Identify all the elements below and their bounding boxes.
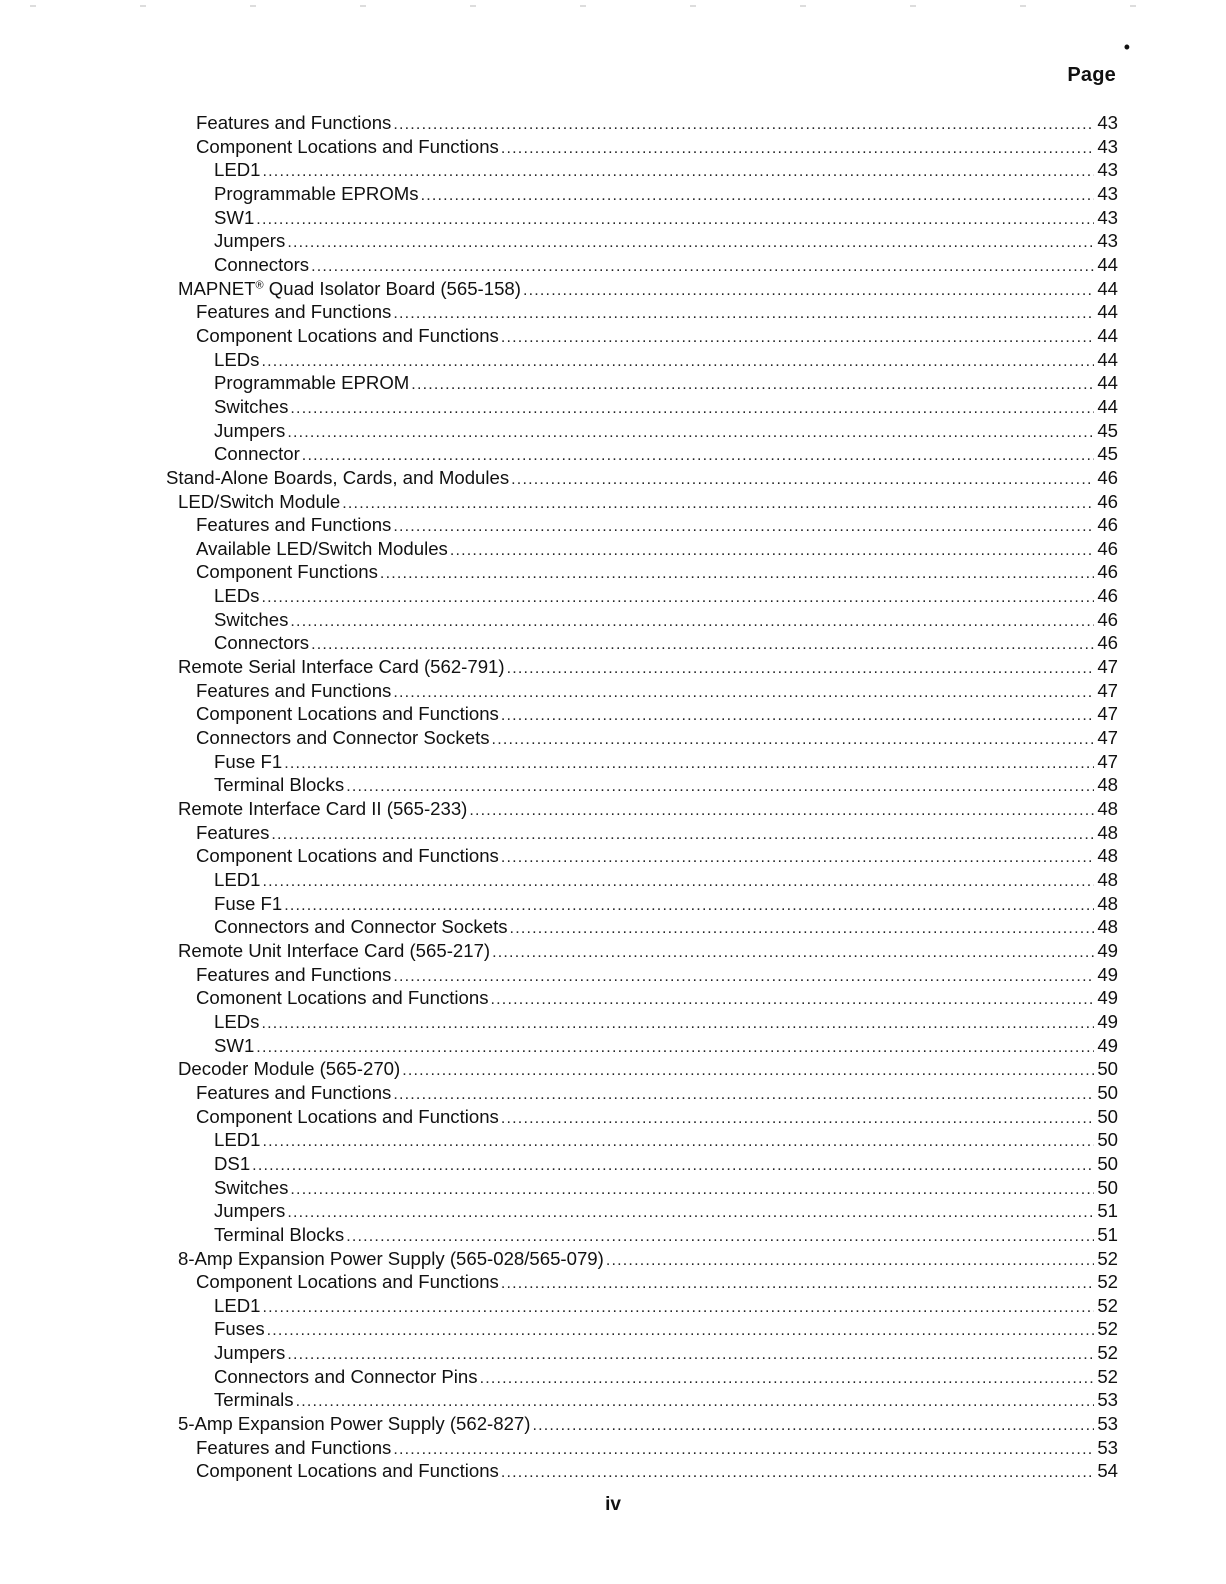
toc-entry-title-text: Connectors xyxy=(214,253,310,275)
toc-entry-title xyxy=(196,963,391,987)
dot-leader xyxy=(501,704,1094,728)
dot-leader xyxy=(290,1178,1094,1202)
toc-entry-title-text: SW1 xyxy=(214,206,255,228)
toc-entry[interactable] xyxy=(0,442,1226,466)
toc-entry-title xyxy=(178,277,521,301)
toc-entry-title-text: LED/Switch Module xyxy=(178,490,341,512)
toc-entry-page: 44 xyxy=(1097,395,1118,417)
dot-leader xyxy=(480,1367,1094,1391)
dot-leader xyxy=(263,870,1094,894)
toc-entry-page: 47 xyxy=(1097,679,1118,701)
toc-entry-title-text: Component Locations and Functions xyxy=(196,135,499,157)
toc-entry-title xyxy=(196,111,391,135)
toc-entry-title-text: Programmable EPROM xyxy=(214,372,410,394)
toc-entry-page: 46 xyxy=(1097,490,1118,512)
toc-entry-page: 46 xyxy=(1097,608,1118,630)
toc-entry[interactable] xyxy=(0,892,1226,916)
toc-entry-title-text: Stand-Alone Boards, Cards, and Modules xyxy=(166,466,510,488)
dot-leader xyxy=(532,1414,1094,1438)
dot-leader xyxy=(346,1225,1094,1249)
toc-entry-title-text: Connectors and Connector Sockets xyxy=(196,727,490,749)
toc-entry-page: 47 xyxy=(1097,703,1118,725)
toc-entry-title xyxy=(196,560,378,584)
toc-entry[interactable] xyxy=(0,702,1226,726)
toc-entry[interactable] xyxy=(0,1247,1226,1271)
toc-entry-title-text: Connectors and Connector Pins xyxy=(214,1365,478,1387)
toc-entry-title xyxy=(178,490,340,514)
toc-entry-title-text: Component Functions xyxy=(196,561,378,583)
toc-entry-title-text: Comonent Locations and Functions xyxy=(196,987,489,1009)
toc-entry[interactable] xyxy=(0,726,1226,750)
toc-entry-title-text: Switches xyxy=(214,608,289,630)
toc-entry-title-text: LED1 xyxy=(214,1294,261,1316)
toc-entry-title-text: Component Locations and Functions xyxy=(196,324,499,346)
dot-leader xyxy=(501,1272,1094,1296)
toc-entry-title-text: Features and Functions xyxy=(196,514,392,536)
toc-entry-page: 52 xyxy=(1097,1342,1118,1364)
dot-leader xyxy=(501,326,1094,350)
dot-leader xyxy=(263,1296,1094,1320)
toc-entry-page: 50 xyxy=(1097,1176,1118,1198)
dot-leader xyxy=(287,1201,1094,1225)
toc-entry-page: 48 xyxy=(1097,821,1118,843)
toc-entry-title-text: 8-Amp Expansion Power Supply (565-028/565-079) xyxy=(178,1247,604,1269)
dot-leader xyxy=(393,1438,1094,1462)
toc-entry[interactable] xyxy=(0,1105,1226,1129)
toc-entry[interactable] xyxy=(0,655,1226,679)
toc-entry-title-text: Terminal Blocks xyxy=(214,1223,345,1245)
toc-entry-page: 50 xyxy=(1097,1129,1118,1151)
toc-entry[interactable] xyxy=(0,490,1226,514)
toc-entry-page: 49 xyxy=(1097,1010,1118,1032)
page-column-header: Page xyxy=(1067,64,1116,86)
toc-entry[interactable] xyxy=(0,466,1226,490)
toc-entry-title xyxy=(214,419,285,443)
toc-entry-title xyxy=(214,1199,285,1223)
toc-entry-title-text: SW1 xyxy=(214,1034,255,1056)
toc-entry-page: 53 xyxy=(1097,1413,1118,1435)
dot-leader xyxy=(393,1083,1094,1107)
dot-leader xyxy=(421,184,1094,208)
dot-leader xyxy=(263,1130,1094,1154)
toc-entry-page: 44 xyxy=(1097,301,1118,323)
toc-entry-title xyxy=(196,1436,391,1460)
toc-entry-page: 48 xyxy=(1097,869,1118,890)
toc-entry[interactable] xyxy=(0,963,1226,987)
toc-entry-title xyxy=(196,821,269,845)
toc-entry-page: 46 xyxy=(1097,514,1118,536)
toc-entry[interactable] xyxy=(0,1270,1226,1294)
toc-entry-title xyxy=(214,750,282,774)
dot-leader xyxy=(267,1319,1094,1343)
toc-entry-title xyxy=(214,584,259,608)
toc-entry-page: 49 xyxy=(1097,939,1118,961)
toc-entry-title xyxy=(214,348,259,372)
toc-entry[interactable] xyxy=(0,1128,1226,1152)
toc-entry-page: 48 xyxy=(1097,774,1118,796)
toc-entry-page: 52 xyxy=(1097,1365,1118,1387)
toc-entry[interactable] xyxy=(0,1034,1226,1058)
toc-entry[interactable] xyxy=(0,1317,1226,1341)
registered-trademark-mark: ® xyxy=(255,279,264,291)
toc-entry-title-rest: Quad Isolator Board (565-158) xyxy=(263,277,521,299)
toc-entry[interactable] xyxy=(0,371,1226,395)
toc-entry-page: 50 xyxy=(1097,1081,1118,1103)
toc-entry[interactable] xyxy=(0,1081,1226,1105)
toc-entry-page: 47 xyxy=(1097,727,1118,749)
dot-leader xyxy=(380,562,1094,586)
toc-entry-page: 50 xyxy=(1097,1152,1118,1174)
toc-entry-title xyxy=(214,182,419,206)
toc-entry-title xyxy=(166,466,509,490)
dot-leader xyxy=(501,1461,1094,1485)
toc-entry-title-text: Jumpers xyxy=(214,1342,286,1364)
toc-entry-title-text: Component Locations and Functions xyxy=(196,1460,499,1482)
toc-entry-title xyxy=(214,1010,259,1034)
dot-leader xyxy=(284,894,1094,918)
toc-entry-title xyxy=(214,631,309,655)
dot-leader xyxy=(261,1012,1094,1036)
dot-leader xyxy=(511,468,1094,492)
toc-entry-title xyxy=(178,655,505,679)
toc-entry-title xyxy=(214,1152,250,1176)
toc-entry-page: 52 xyxy=(1097,1318,1118,1340)
dot-leader xyxy=(287,1343,1094,1367)
toc-entry[interactable] xyxy=(0,1010,1226,1034)
toc-entry-title xyxy=(214,1317,265,1341)
toc-entry-title-text: Fuse F1 xyxy=(214,892,283,914)
toc-entry-page: 47 xyxy=(1097,656,1118,678)
dot-leader xyxy=(342,492,1094,516)
toc-entry-title-text: Component Locations and Functions xyxy=(196,1271,499,1293)
toc-entry-title-text: LEDs xyxy=(214,1010,260,1032)
toc-entry-title xyxy=(196,537,448,561)
dot-leader xyxy=(261,586,1094,610)
toc-entry[interactable] xyxy=(0,915,1226,939)
toc-entry-title-text: LED1 xyxy=(214,869,261,890)
toc-entry-title xyxy=(214,1128,261,1152)
toc-entry-page: 44 xyxy=(1097,253,1118,275)
toc-entry-page: 46 xyxy=(1097,466,1118,488)
toc-entry-page: 48 xyxy=(1097,798,1118,820)
dot-leader xyxy=(450,539,1094,563)
dot-leader xyxy=(290,610,1094,634)
toc-entry-title xyxy=(196,513,391,537)
toc-entry[interactable] xyxy=(0,419,1226,443)
toc-entry-page: 50 xyxy=(1097,1105,1118,1127)
toc-entry-page: 46 xyxy=(1097,561,1118,583)
toc-entry-page: 45 xyxy=(1097,443,1118,465)
toc-entry-title xyxy=(214,915,508,939)
toc-entry[interactable] xyxy=(0,750,1226,774)
toc-entry[interactable] xyxy=(0,537,1226,561)
toc-entry-page: 48 xyxy=(1097,845,1118,867)
toc-entry[interactable] xyxy=(0,135,1226,159)
dot-leader xyxy=(393,302,1094,326)
dot-leader xyxy=(501,1107,1094,1131)
toc-entry-title-text: DS1 xyxy=(214,1152,251,1174)
toc-entry-page: 43 xyxy=(1097,112,1118,133)
toc-entry-title-text: Fuses xyxy=(214,1318,265,1340)
toc-entry-title xyxy=(214,371,409,395)
toc-entry-title-text: Switches xyxy=(214,395,289,417)
toc-entry-page: 43 xyxy=(1097,206,1118,228)
toc-entry-title xyxy=(178,1412,530,1436)
toc-entry-title xyxy=(178,1247,604,1271)
toc-entry-title-text: Component Locations and Functions xyxy=(196,703,499,725)
toc-entry-title xyxy=(196,1081,391,1105)
toc-entry-title xyxy=(214,1341,285,1365)
toc-entry-title xyxy=(196,1459,499,1483)
toc-entry-title-text: Connectors and Connector Sockets xyxy=(214,916,508,938)
toc-entry[interactable] xyxy=(0,182,1226,206)
toc-entry[interactable] xyxy=(0,348,1226,372)
dot-leader xyxy=(402,1059,1094,1083)
toc-entry-title xyxy=(214,868,261,892)
toc-entry[interactable] xyxy=(0,206,1226,230)
toc-entry-page: 49 xyxy=(1097,963,1118,985)
dot-leader xyxy=(296,1390,1094,1414)
dot-leader xyxy=(523,279,1094,303)
toc-entry-page: 53 xyxy=(1097,1436,1118,1458)
toc-entry[interactable] xyxy=(0,844,1226,868)
toc-entry-title xyxy=(214,1365,478,1389)
toc-entry[interactable] xyxy=(0,253,1226,277)
dot-leader xyxy=(606,1249,1094,1273)
toc-entry-page: 46 xyxy=(1097,537,1118,559)
toc-entry-title xyxy=(214,158,261,182)
toc-entry-title-text: Fuse F1 xyxy=(214,750,283,772)
toc-entry-page: 44 xyxy=(1097,372,1118,394)
toc-entry-page: 49 xyxy=(1097,987,1118,1009)
toc-entry-title xyxy=(214,1176,288,1200)
dot-leader xyxy=(469,799,1094,823)
toc-entry-title xyxy=(196,135,499,159)
toc-entry-title xyxy=(214,442,300,466)
toc-entry-title-text: Connectors xyxy=(214,632,310,654)
toc-entry-title-text: Features and Functions xyxy=(196,1436,392,1458)
toc-entry[interactable] xyxy=(0,939,1226,963)
toc-entry-title xyxy=(214,1223,344,1247)
toc-entry-title-text: Remote Interface Card II (565-233) xyxy=(178,798,468,820)
toc-entry-title-text: Component Locations and Functions xyxy=(196,1105,499,1127)
dot-leader xyxy=(263,160,1094,184)
toc-entry[interactable] xyxy=(0,560,1226,584)
toc-entry-page: 53 xyxy=(1097,1389,1118,1411)
dot-leader xyxy=(311,633,1094,657)
toc-entry-page: 52 xyxy=(1097,1294,1118,1316)
toc-entry-page: 44 xyxy=(1097,324,1118,346)
dot-leader xyxy=(501,846,1094,870)
toc-entry-title-text: Features xyxy=(196,821,270,843)
toc-entry[interactable] xyxy=(0,1199,1226,1223)
toc-entry-title xyxy=(214,608,288,632)
toc-entry-page: 48 xyxy=(1097,892,1118,914)
table-of-contents xyxy=(0,111,1226,1483)
toc-entry[interactable] xyxy=(0,584,1226,608)
toc-entry-title-text: Remote Serial Interface Card (562-791) xyxy=(178,656,505,678)
toc-entry-page: 46 xyxy=(1097,632,1118,654)
toc-entry-title-text: MAPNET xyxy=(178,277,256,299)
toc-entry[interactable] xyxy=(0,1152,1226,1176)
toc-entry-title xyxy=(196,726,490,750)
dot-leader xyxy=(252,1154,1094,1178)
toc-entry-title-text: Terminals xyxy=(214,1389,294,1411)
toc-entry-title-text: Features and Functions xyxy=(196,301,392,323)
toc-entry-title xyxy=(214,395,288,419)
toc-entry[interactable] xyxy=(0,1176,1226,1200)
toc-entry-page: 45 xyxy=(1097,419,1118,441)
toc-entry-title-text: LEDs xyxy=(214,585,260,607)
toc-entry-title xyxy=(196,844,499,868)
bullet-mark: • xyxy=(1123,37,1130,57)
toc-entry[interactable] xyxy=(0,821,1226,845)
toc-entry-title-text: Component Locations and Functions xyxy=(196,845,499,867)
toc-entry-title xyxy=(196,1105,499,1129)
toc-entry[interactable] xyxy=(0,1057,1226,1081)
toc-entry-page: 43 xyxy=(1097,159,1118,181)
toc-entry-title-text: Features and Functions xyxy=(196,1081,392,1103)
toc-entry-page: 52 xyxy=(1097,1247,1118,1269)
toc-entry-title xyxy=(196,324,499,348)
toc-entry-title xyxy=(196,300,391,324)
toc-entry[interactable] xyxy=(0,986,1226,1010)
toc-entry[interactable] xyxy=(0,395,1226,419)
toc-entry[interactable] xyxy=(0,1412,1226,1436)
toc-entry[interactable] xyxy=(0,111,1226,135)
toc-entry-page: 49 xyxy=(1097,1034,1118,1056)
toc-entry[interactable] xyxy=(0,797,1226,821)
scan-artifact-line xyxy=(30,5,1180,7)
toc-entry[interactable] xyxy=(0,868,1226,892)
toc-entry-title-text: Features and Functions xyxy=(196,963,392,985)
dot-leader xyxy=(287,231,1094,255)
dot-leader xyxy=(256,1036,1094,1060)
toc-entry[interactable] xyxy=(0,1341,1226,1365)
dot-leader xyxy=(393,965,1094,989)
toc-entry-page: 51 xyxy=(1097,1200,1118,1222)
dot-leader xyxy=(287,421,1094,445)
dot-leader xyxy=(346,775,1094,799)
toc-entry[interactable] xyxy=(0,229,1226,253)
toc-entry-title-text: Remote Unit Interface Card (565-217) xyxy=(178,939,491,961)
dot-leader xyxy=(302,444,1094,468)
toc-entry[interactable] xyxy=(0,1223,1226,1247)
toc-entry[interactable] xyxy=(0,1365,1226,1389)
toc-entry[interactable] xyxy=(0,1294,1226,1318)
toc-entry-title xyxy=(214,229,285,253)
toc-entry-title xyxy=(214,1388,294,1412)
toc-entry[interactable] xyxy=(0,324,1226,348)
toc-entry-title-text: LED1 xyxy=(214,1129,261,1151)
toc-entry[interactable] xyxy=(0,773,1226,797)
toc-entry-page: 43 xyxy=(1097,230,1118,252)
dot-leader xyxy=(271,823,1094,847)
dot-leader xyxy=(491,988,1094,1012)
toc-entry-title xyxy=(178,797,467,821)
toc-entry[interactable] xyxy=(0,513,1226,537)
toc-entry[interactable] xyxy=(0,277,1226,301)
toc-entry-title-text: Switches xyxy=(214,1176,289,1198)
dot-leader xyxy=(311,255,1094,279)
toc-entry-title-text: 5-Amp Expansion Power Supply (562-827) xyxy=(178,1413,531,1435)
toc-entry-page: 51 xyxy=(1097,1223,1118,1245)
toc-entry-page: 50 xyxy=(1097,1058,1118,1080)
toc-entry-page: 43 xyxy=(1097,182,1118,204)
toc-entry-title xyxy=(196,986,489,1010)
toc-entry-title xyxy=(214,206,254,230)
toc-entry[interactable] xyxy=(0,1459,1226,1483)
toc-entry-title-text: Features and Functions xyxy=(196,112,392,133)
dot-leader xyxy=(492,941,1094,965)
toc-entry-title-text: Jumpers xyxy=(214,1200,286,1222)
dot-leader xyxy=(393,515,1094,539)
toc-entry-title xyxy=(196,1270,499,1294)
toc-entry[interactable] xyxy=(0,1388,1226,1412)
toc-entry-title-text: Features and Functions xyxy=(196,679,392,701)
toc-entry-title xyxy=(178,939,490,963)
toc-entry[interactable] xyxy=(0,1436,1226,1460)
dot-leader xyxy=(501,137,1094,161)
toc-entry-page: 54 xyxy=(1097,1460,1118,1482)
toc-entry-title-text: Programmable EPROMs xyxy=(214,182,419,204)
toc-entry[interactable] xyxy=(0,631,1226,655)
toc-entry-title xyxy=(214,773,344,797)
toc-entry-title-text: Available LED/Switch Modules xyxy=(196,537,448,559)
dot-leader xyxy=(284,752,1094,776)
toc-entry-title xyxy=(196,679,391,703)
toc-entry-title xyxy=(214,1034,254,1058)
dot-leader xyxy=(393,113,1094,137)
dot-leader xyxy=(510,917,1094,941)
toc-entry-title xyxy=(214,253,309,277)
toc-entry-page: 52 xyxy=(1097,1271,1118,1293)
page-number: iv xyxy=(605,1494,621,1515)
toc-entry[interactable] xyxy=(0,300,1226,324)
toc-entry-page: 46 xyxy=(1097,585,1118,607)
dot-leader xyxy=(290,397,1094,421)
toc-entry-title-text: LED1 xyxy=(214,159,261,181)
toc-entry-title-text: Terminal Blocks xyxy=(214,774,345,796)
toc-entry[interactable] xyxy=(0,158,1226,182)
toc-entry-title-text: LEDs xyxy=(214,348,260,370)
toc-entry[interactable] xyxy=(0,608,1226,632)
toc-entry-page: 44 xyxy=(1097,277,1118,299)
dot-leader xyxy=(256,208,1094,232)
dot-leader xyxy=(507,657,1094,681)
dot-leader xyxy=(393,681,1094,705)
toc-entry-title-text: Jumpers xyxy=(214,419,286,441)
toc-entry-title xyxy=(178,1057,400,1081)
toc-entry-page: 43 xyxy=(1097,135,1118,157)
toc-entry-page: 48 xyxy=(1097,916,1118,938)
toc-entry-page: 44 xyxy=(1097,348,1118,370)
toc-entry-page: 47 xyxy=(1097,750,1118,772)
toc-entry-title-text: Connector xyxy=(214,443,300,465)
dot-leader xyxy=(261,350,1094,374)
toc-entry-title-text: Jumpers xyxy=(214,230,286,252)
toc-entry[interactable] xyxy=(0,679,1226,703)
dot-leader xyxy=(492,728,1094,752)
dot-leader xyxy=(411,373,1094,397)
toc-entry-title xyxy=(214,892,282,916)
toc-entry-title-text: Decoder Module (565-270) xyxy=(178,1058,401,1080)
toc-entry-title xyxy=(214,1294,261,1318)
toc-entry-title xyxy=(196,702,499,726)
